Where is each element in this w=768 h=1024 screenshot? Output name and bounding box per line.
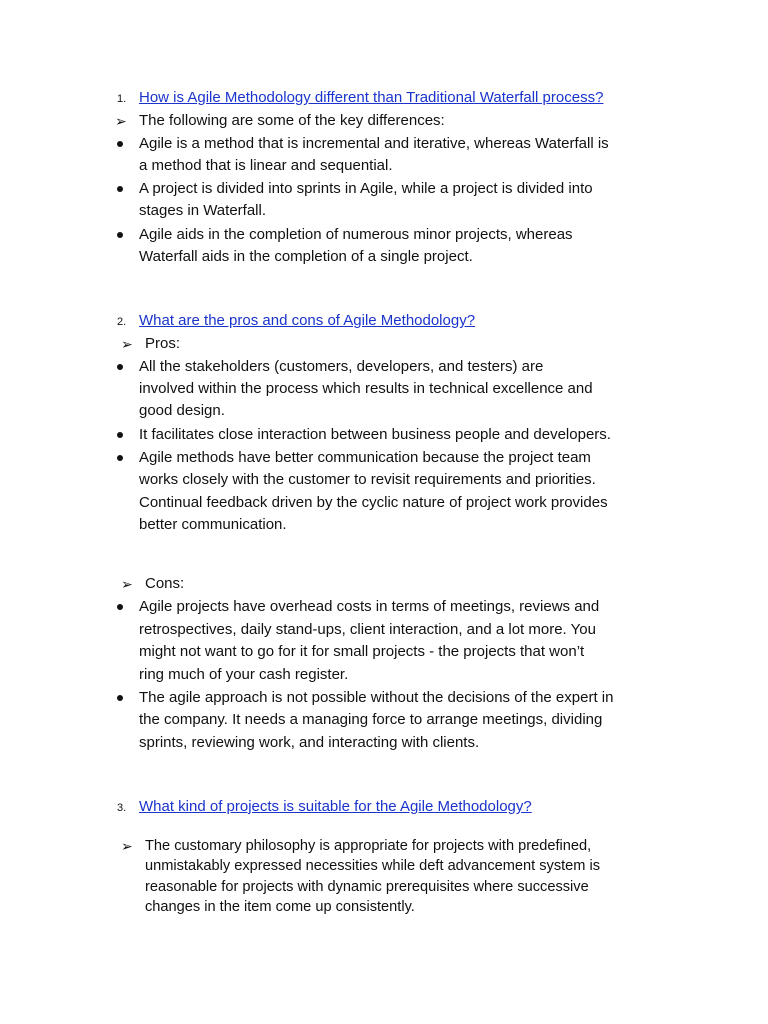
q2-pro-3-line-2: works closely with the customer to revisit requirements and priorities.	[139, 471, 596, 488]
q3-answer-line-1: The customary philosophy is appropriate for projects with predefined,	[145, 838, 592, 854]
q3-question-link[interactable]: What kind of projects is suitable for the Agile Methodology?	[139, 798, 532, 815]
q2-con-1-line-3: might not want to go for it for small projects - the projects that won’t	[139, 643, 585, 660]
q2-pro-1-line-3: good design.	[139, 402, 225, 419]
bullet-icon	[117, 186, 123, 192]
q2-pro-3-line-3: Continual feedback driven by the cyclic nature of project work provides	[139, 494, 608, 511]
arrow-bullet-icon: ➢	[115, 113, 127, 129]
bullet-icon	[117, 364, 123, 370]
q1-bullet-3-line-1: Agile aids in the completion of numerous minor projects, whereas	[139, 226, 573, 243]
q1-number: 1.	[117, 93, 127, 105]
q2-con-2-line-3: sprints, reviewing work, and interacting with clients.	[139, 734, 480, 751]
bullet-icon	[117, 695, 123, 701]
arrow-bullet-icon: ➢	[121, 838, 133, 854]
q3-number: 3.	[117, 802, 127, 814]
q2-con-2-line-2: the company. It needs a managing force to arrange meetings, dividing	[139, 711, 603, 728]
q2-pros-label: Pros:	[145, 335, 181, 352]
q2-con-1-line-1: Agile projects have overhead costs in terms of meetings, reviews and	[139, 598, 600, 615]
arrow-bullet-icon: ➢	[121, 576, 133, 592]
q1-intro: The following are some of the key differences:	[139, 112, 445, 129]
q3-answer-line-3: reasonable for projects with dynamic prerequisites where successive	[145, 879, 589, 895]
q2-pro-3-line-1: Agile methods have better communication because the project team	[139, 449, 591, 466]
bullet-icon	[117, 432, 123, 438]
q1-bullet-2-line-1: A project is divided into sprints in Agile, while a project is divided into	[139, 180, 593, 197]
bullet-icon	[117, 455, 123, 461]
q1-bullet-3-line-2: Waterfall aids in the completion of a single project.	[139, 248, 473, 265]
bullet-icon	[117, 141, 123, 147]
q2-cons-label: Cons:	[145, 575, 185, 592]
q2-con-2-line-1: The agile approach is not possible without the decisions of the expert in	[139, 689, 614, 706]
bullet-icon	[117, 604, 123, 610]
q2-question-link[interactable]: What are the pros and cons of Agile Methodology?	[139, 312, 476, 329]
q1-bullet-1-line-1: Agile is a method that is incremental and iterative, whereas Waterfall is	[139, 135, 609, 152]
q2-con-1-line-2: retrospectives, daily stand-ups, client interaction, and a lot more. You	[139, 621, 596, 638]
q2-pro-3-line-4: better communication.	[139, 516, 287, 533]
q1-bullet-1-line-2: a method that is linear and sequential.	[139, 157, 393, 174]
q3-answer-line-2: unmistakably expressed necessities while deft advancement system is	[145, 858, 601, 874]
bullet-icon	[117, 232, 123, 238]
arrow-bullet-icon: ➢	[121, 336, 133, 352]
q1-question-link[interactable]: How is Agile Methodology different than Traditional Waterfall process?	[139, 89, 604, 106]
q2-con-1-line-4: ring much of your cash register.	[139, 666, 349, 683]
q2-pro-1-line-1: All the stakeholders (customers, developers, and testers) are	[139, 358, 544, 375]
q2-pro-1-line-2: involved within the process which results in technical excellence and	[139, 380, 593, 397]
q3-answer-line-4: changes in the item come up consistently.	[145, 899, 415, 915]
q2-number: 2.	[117, 316, 127, 328]
q1-bullet-2-line-2: stages in Waterfall.	[139, 202, 266, 219]
q2-pro-2-line-1: It facilitates close interaction between business people and developers.	[139, 426, 611, 443]
